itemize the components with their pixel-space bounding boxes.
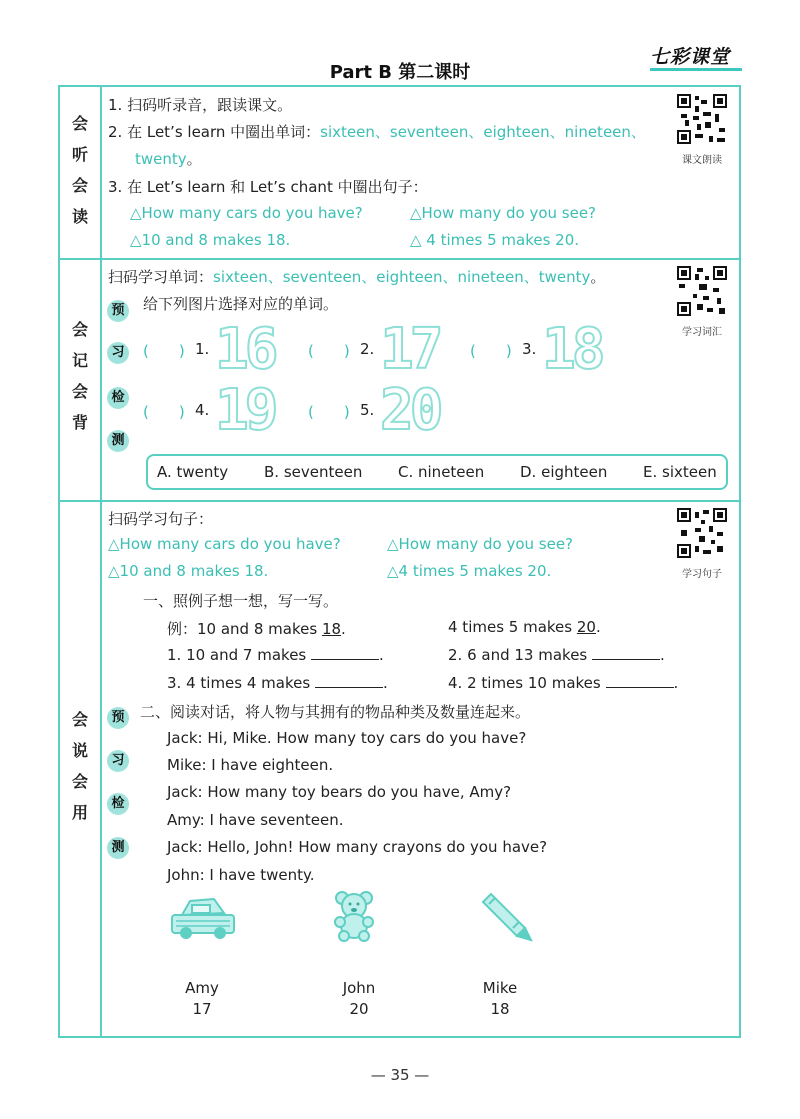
qr-code-sentences[interactable] bbox=[677, 508, 727, 562]
s3-sentence3: △10 and 8 makes 18. bbox=[108, 562, 269, 580]
number-picture: 20 bbox=[380, 378, 440, 443]
question-4: 4. 2 times 10 makes . bbox=[448, 674, 679, 692]
badge-jian: 检 bbox=[107, 387, 129, 409]
dialog-line-4: Amy: I have seventeen. bbox=[167, 811, 344, 829]
answer-blank[interactable]: ( ) bbox=[308, 342, 350, 360]
answer-line[interactable] bbox=[592, 645, 660, 660]
part1-title: 一、照例子想一想，写一写。 bbox=[143, 592, 339, 610]
page-title: Part B 第二课时 bbox=[329, 62, 471, 83]
s3-sentence2: △How many do you see? bbox=[387, 535, 574, 553]
section3-label: 会 说 会 用 bbox=[71, 710, 88, 822]
s2-intro: 扫码学习单词：sixteen、seventeen、eighteen、nineteen、twenty。 bbox=[108, 268, 606, 286]
brand-logo bbox=[650, 42, 740, 70]
s1-sentence1: △How many cars do you have? bbox=[130, 204, 363, 222]
dialog-line-2: Mike: I have eighteen. bbox=[167, 756, 334, 774]
s3-sentence4: △4 times 5 makes 20. bbox=[387, 562, 552, 580]
badge-yu: 预 bbox=[107, 300, 129, 322]
answer-blank[interactable]: ( ) bbox=[143, 403, 185, 421]
example-2: 4 times 5 makes 20. bbox=[448, 618, 601, 636]
s1-line3: 3. 在 Let’s learn 和 Let’s chant 中圈出句子： bbox=[108, 178, 428, 196]
section-divider-2 bbox=[58, 500, 741, 502]
person-name: Mike bbox=[482, 979, 518, 997]
section1-label: 会 听 会 读 bbox=[71, 114, 88, 226]
s1-sentence2: △How many do you see? bbox=[410, 204, 597, 222]
item-number: 3. bbox=[522, 340, 537, 358]
answer-blank[interactable]: ( ) bbox=[470, 342, 512, 360]
question-3: 3. 4 times 4 makes . bbox=[167, 674, 388, 692]
answer-blank[interactable]: ( ) bbox=[143, 342, 185, 360]
brand-underline bbox=[650, 68, 742, 71]
qr-code-icon bbox=[677, 94, 727, 144]
s1-line1: 1. 扫码听录音，跟读课文。 bbox=[108, 96, 293, 114]
option-d: D. eighteen bbox=[520, 463, 608, 481]
s2-instruction: 给下列图片选择对应的单词。 bbox=[143, 295, 339, 313]
dialog-line-5: Jack: Hello, John! How many crayons do you have? bbox=[167, 838, 548, 856]
number-picture: 19 bbox=[215, 378, 275, 443]
badge-ce: 测 bbox=[107, 837, 129, 859]
person-name: John bbox=[342, 979, 376, 997]
qr-label-reading: 课文朗读 bbox=[682, 155, 722, 166]
badge-xi: 习 bbox=[107, 750, 129, 772]
answer-blank[interactable]: ( ) bbox=[308, 403, 350, 421]
item-number: 4. bbox=[195, 401, 210, 419]
qr-code-vocab[interactable] bbox=[677, 266, 727, 320]
dialog-line-6: John: I have twenty. bbox=[167, 866, 315, 884]
answer-line[interactable] bbox=[315, 673, 383, 688]
s3-intro: 扫码学习句子： bbox=[108, 510, 214, 528]
qr-code-icon bbox=[677, 508, 727, 558]
answer-line[interactable] bbox=[311, 645, 379, 660]
s1-sentence3: △10 and 8 makes 18. bbox=[130, 231, 291, 249]
s1-line2-cont: twenty。 bbox=[135, 150, 202, 168]
s1-sentence4: △ 4 times 5 makes 20. bbox=[410, 231, 580, 249]
item-count: 20 bbox=[349, 1000, 369, 1018]
number-picture: 16 bbox=[215, 317, 275, 382]
teddy-bear-icon bbox=[332, 890, 376, 942]
section-divider-1 bbox=[58, 258, 741, 260]
badge-ce: 测 bbox=[107, 430, 129, 452]
answer-line[interactable] bbox=[606, 673, 674, 688]
option-c: C. nineteen bbox=[398, 463, 485, 481]
item-count: 17 bbox=[192, 1000, 212, 1018]
qr-label-sentences: 学习句子 bbox=[682, 569, 722, 580]
qr-code-reading[interactable] bbox=[677, 94, 727, 148]
question-2: 2. 6 and 13 makes . bbox=[448, 646, 665, 664]
qr-code-icon bbox=[677, 266, 727, 316]
option-e: E. sixteen bbox=[643, 463, 717, 481]
crayon-icon bbox=[477, 892, 535, 942]
brand-text: 七彩课堂 bbox=[650, 46, 731, 68]
number-picture: 18 bbox=[542, 317, 602, 382]
toy-car-icon bbox=[168, 893, 240, 941]
example-1: 例：10 and 8 makes 18. bbox=[167, 620, 346, 638]
item-number: 2. bbox=[360, 340, 375, 358]
option-a: A. twenty bbox=[157, 463, 229, 481]
item-count: 18 bbox=[490, 1000, 510, 1018]
page-number: — 35 — bbox=[370, 1066, 430, 1084]
badge-yu: 预 bbox=[107, 707, 129, 729]
s1-line2: 2. 在 Let’s learn 中圈出单词：sixteen、seventeen、eighteen、nineteen、 bbox=[108, 123, 646, 141]
option-b: B. seventeen bbox=[264, 463, 363, 481]
badge-jian: 检 bbox=[107, 793, 129, 815]
section2-label: 会 记 会 背 bbox=[71, 320, 88, 432]
part2-title: 二、阅读对话，将人物与其拥有的物品种类及数量连起来。 bbox=[140, 703, 531, 721]
item-number: 5. bbox=[360, 401, 375, 419]
dialog-line-1: Jack: Hi, Mike. How many toy cars do you have? bbox=[167, 729, 527, 747]
item-number: 1. bbox=[195, 340, 210, 358]
dialog-line-3: Jack: How many toy bears do you have, Amy? bbox=[167, 783, 512, 801]
label-column-divider bbox=[100, 85, 102, 1038]
person-name: Amy bbox=[185, 979, 219, 997]
number-picture: 17 bbox=[380, 317, 440, 382]
qr-label-vocab: 学习词汇 bbox=[682, 327, 722, 338]
badge-xi: 习 bbox=[107, 342, 129, 364]
s3-sentence1: △How many cars do you have? bbox=[108, 535, 341, 553]
question-1: 1. 10 and 7 makes . bbox=[167, 646, 384, 664]
